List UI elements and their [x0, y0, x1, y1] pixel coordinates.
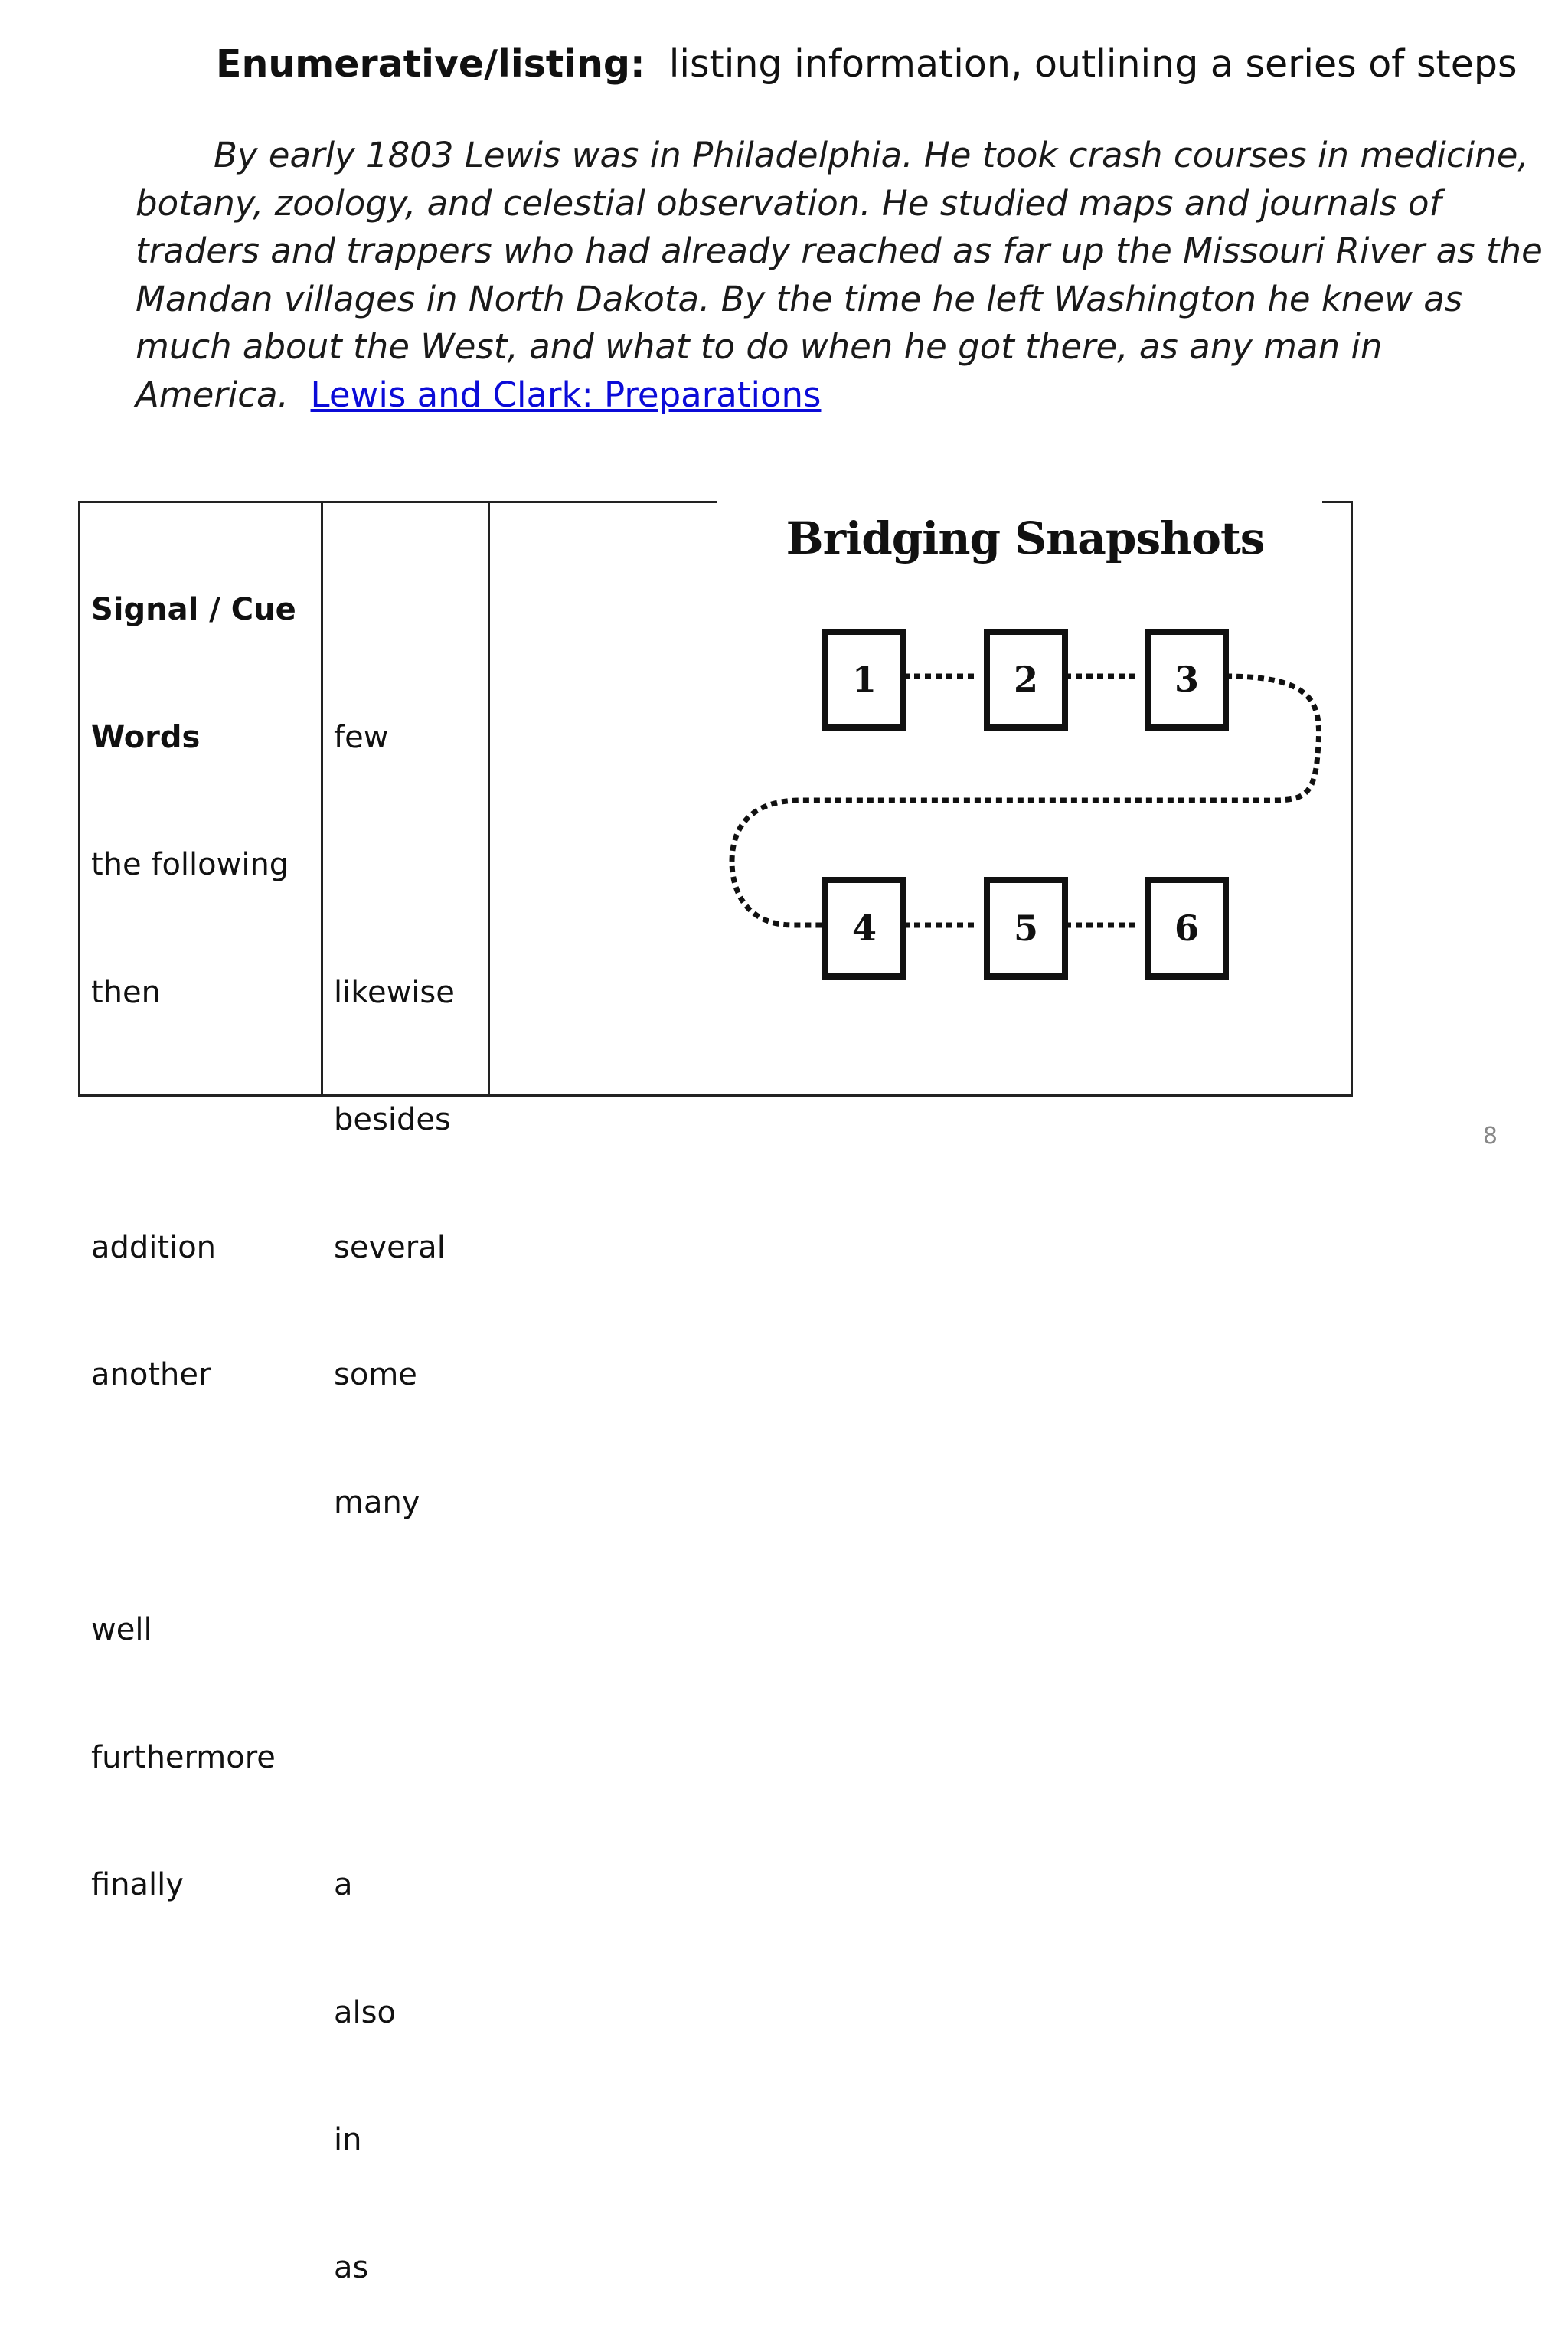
- slide-title: [216, 38, 1548, 90]
- cue-word: the following: [91, 847, 289, 882]
- snapshot-number-3: 3: [1174, 659, 1200, 700]
- column-header-line-2: Words: [91, 719, 201, 755]
- snapshot-number-4: 4: [851, 908, 877, 949]
- cue-word: besides: [334, 1102, 451, 1137]
- body-text: By early 1803 Lewis was in Philadelphia. He took crash courses in medicine, botany, zoology, and celestial observation. He studied maps and journals of traders and trappers who had already reached as far up the Missouri River as the Mandan villages in North Dakota. By the time he left Washington he knew as much about the West, and what to do when he got there, as any man in America.: [136, 135, 1543, 415]
- cue-word: likewise: [334, 974, 455, 1010]
- cue-word: in: [334, 2122, 362, 2157]
- cue-word: few: [334, 719, 389, 755]
- cue-words-column-2: [334, 504, 455, 2332]
- cue-word: [334, 1737, 455, 1780]
- cue-words-column-1: [91, 504, 296, 1949]
- cue-word: finally: [91, 1867, 184, 1902]
- cue-word: [334, 589, 455, 632]
- title-rest: listing information, outlining a series of steps: [668, 42, 1517, 86]
- cue-word: many: [334, 1484, 420, 1520]
- cue-word: [91, 1099, 296, 1142]
- cue-word: [334, 844, 455, 887]
- cue-word: [334, 1609, 455, 1652]
- title-bold: Enumerative/listing:: [216, 42, 645, 86]
- snapshot-number-5: 5: [1013, 908, 1039, 949]
- cue-word: as: [334, 2249, 369, 2285]
- table-col-divider-2: [488, 501, 490, 1097]
- body-paragraph: [136, 132, 1544, 419]
- cue-word: another: [91, 1357, 211, 1392]
- page-number: 8: [1482, 1123, 1498, 1150]
- snapshot-number-6: 6: [1174, 908, 1200, 949]
- cue-word: well: [91, 1612, 152, 1647]
- source-link[interactable]: Lewis and Clark: Preparations: [310, 374, 822, 415]
- cue-word: several: [334, 1229, 446, 1265]
- column-header-line-1: Signal / Cue: [91, 592, 296, 627]
- table-left-border: [78, 501, 80, 1097]
- bridging-snapshots-diagram: [717, 502, 1352, 1022]
- cue-word: a: [334, 1867, 353, 1902]
- cue-word: also: [334, 1994, 396, 2030]
- table-top-border: [78, 501, 717, 503]
- cue-word: furthermore: [91, 1739, 276, 1775]
- cue-word: then: [91, 974, 161, 1010]
- cue-word: [91, 1482, 296, 1525]
- table-col-divider-1: [321, 501, 323, 1097]
- snapshot-number-1: 1: [851, 659, 877, 700]
- cue-word: some: [334, 1357, 417, 1392]
- snapshot-number-2: 2: [1013, 659, 1039, 700]
- cue-word: addition: [91, 1229, 217, 1265]
- diagram-title: Bridging Snapshots: [786, 512, 1265, 564]
